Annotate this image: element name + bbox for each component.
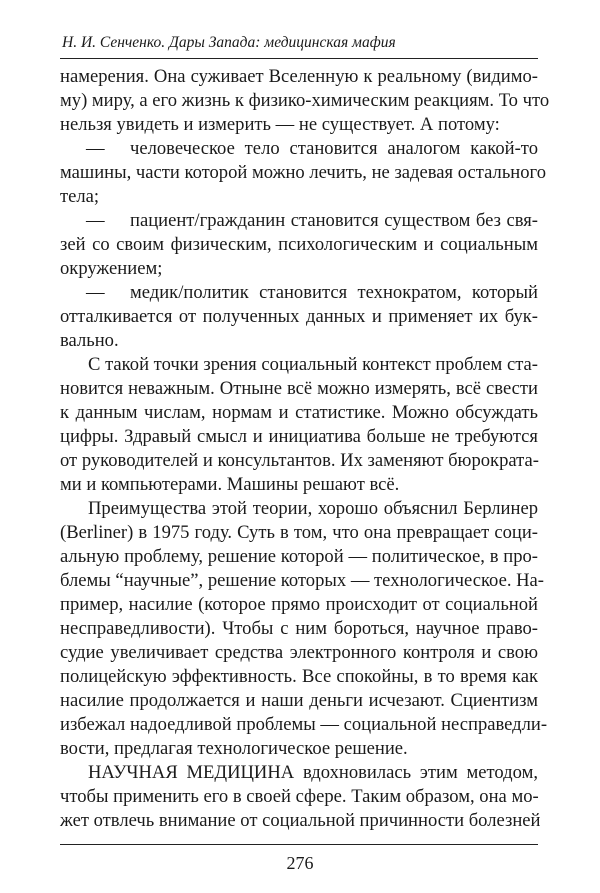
text-line: окружением; [60, 258, 163, 279]
footer-rule [60, 844, 538, 845]
text-span: человеческое тело становится аналогом какой-то [130, 138, 538, 159]
text-line: Преимущества этой теории, хорошо объяснил Берлинер [88, 498, 538, 519]
text-line: альную проблему, решение которой — политическое, в про- [60, 546, 538, 567]
text-line: новится неважным. Отныне всё можно измерять, всё свести [60, 378, 538, 399]
text-line: ми и компьютерами. Машины решают всё. [60, 474, 400, 495]
text-line: вости, предлагая технологическое решение. [60, 738, 408, 759]
text-line: избежал надоедливой проблемы — социальной несправедли- [60, 714, 548, 735]
text-line: отталкивается от полученных данных и применяет их бук- [60, 306, 538, 327]
text-span: медик/политик становится технократом, который [130, 282, 538, 303]
text-line: блемы “научные”, решение которых — технологическое. На- [60, 570, 544, 591]
text-line: намерения. Она суживает Вселенную к реальному (видимо- [60, 66, 538, 87]
text-line: пример, насилие (которое прямо происходит от социальной [60, 594, 538, 615]
text-line: (Berliner) в 1975 году. Суть в том, что она превращает соци- [60, 522, 538, 543]
header-rule [60, 58, 538, 59]
text-line: от руководителей и консультантов. Их заменяют бюрократа- [60, 450, 539, 471]
list-item-line [86, 282, 538, 304]
list-item-line [86, 138, 538, 160]
text-line: тела; [60, 186, 100, 207]
text-line: насилие продолжается и наши деньги исчезают. Сциентизм [60, 690, 538, 711]
text-line: цифры. Здравый смысл и инициатива больше не требуются [60, 426, 538, 447]
text-line: вально. [60, 330, 119, 351]
text-span: пациент/гражданин становится существом без свя- [130, 210, 538, 231]
text-line: к данным числам, нормам и статистике. Можно обсуждать [60, 402, 538, 423]
running-header: Н. И. Сенченко. Дары Запада: медицинская мафия [62, 34, 396, 51]
text-line: машины, части которой можно лечить, не задевая остального [60, 162, 547, 183]
list-item-line [86, 210, 538, 232]
text-line: жет отвлечь внимание от социальной причинности болезней [60, 810, 541, 831]
text-line: несправедливости). Чтобы с ним бороться, научное право- [60, 618, 538, 639]
text-line: зей со своим физическим, психологическим и социальным [60, 234, 538, 255]
text-line: му) миру, а его жизнь к физико-химическим реакциям. То что [60, 90, 550, 111]
text-line: полицейскую эффективность. Все спокойны, в то время как [60, 666, 538, 687]
list-dash: — [86, 210, 105, 231]
text-line: нельзя увидеть и измерить — не существует. А потому: [60, 114, 500, 135]
text-line: судие увеличивает средства электронного контроля и свою [60, 642, 538, 663]
text-line: чтобы применить его в своей сфере. Таким образом, она мо- [60, 786, 539, 807]
text-line: НАУЧНАЯ МЕДИЦИНА вдохновилась этим методом, [88, 762, 538, 783]
list-dash: — [86, 138, 105, 159]
page-number: 276 [286, 853, 314, 873]
text-line: С такой точки зрения социальный контекст проблем ста- [88, 354, 538, 375]
list-dash: — [86, 282, 105, 303]
